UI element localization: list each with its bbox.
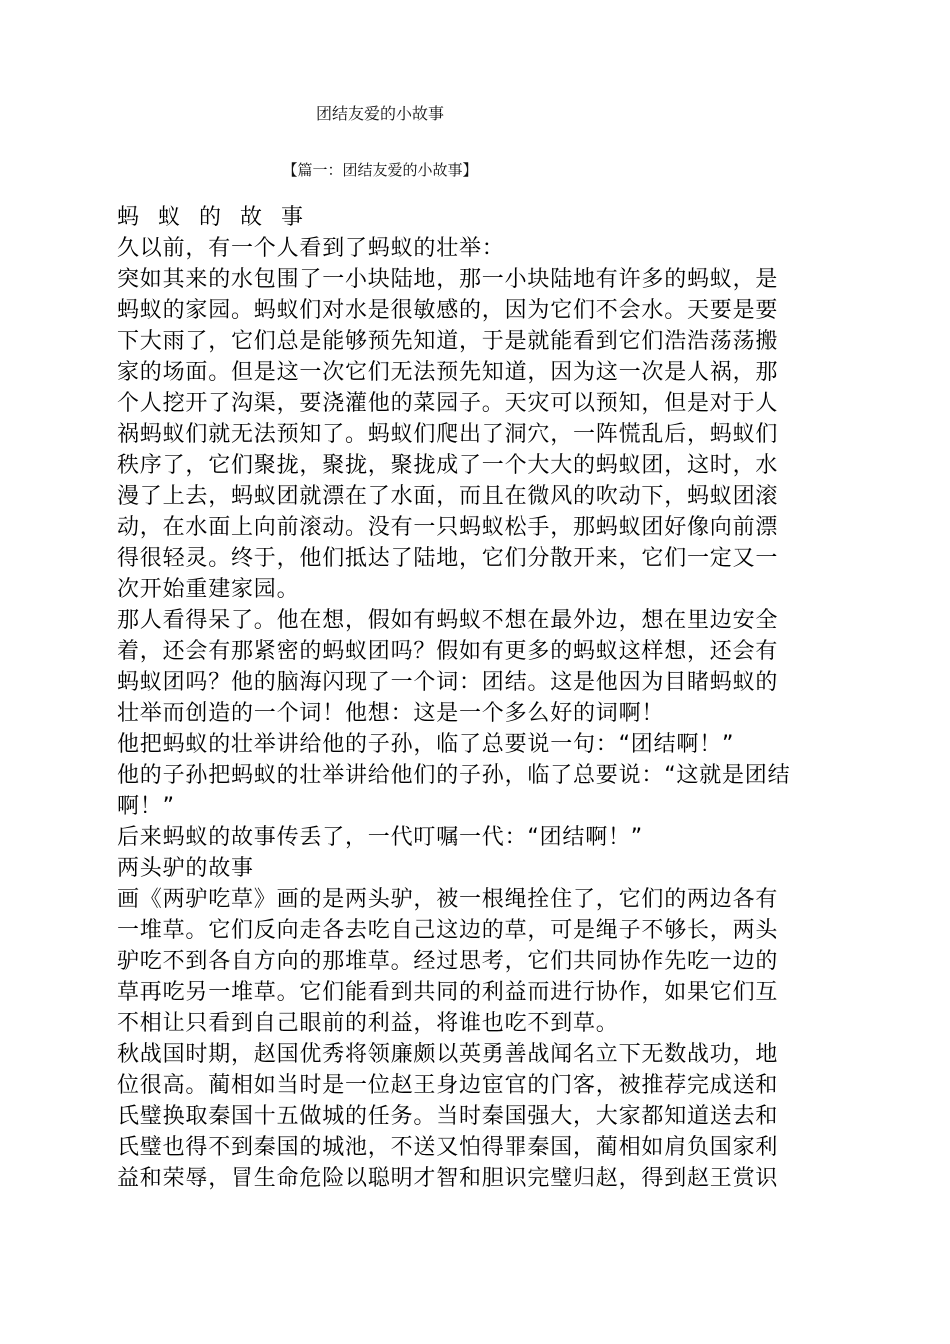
- body-line: 蚂蚁的家园。蚂蚁们对水是很敏感的，因为它们不会水。天要是要: [117, 298, 779, 323]
- document-body: [117, 202, 817, 1194]
- body-line: 得很轻灵。终于，他们抵达了陆地，它们分散开来，它们一定又一: [117, 546, 779, 571]
- body-line: 氏璧也得不到秦国的城池，不送又怕得罪秦国，蔺相如肩负国家利: [117, 1135, 779, 1160]
- body-line: 他把蚂蚁的壮举讲给他的子孙，临了总要说一句：“团结啊！”: [117, 732, 735, 757]
- section-heading-ants: 蚂 蚁 的 故 事: [117, 205, 309, 230]
- body-line: 下大雨了，它们总是能够预先知道，于是就能看到它们浩浩荡荡搬: [117, 329, 779, 354]
- body-line: 蚂蚁团吗？他的脑海闪现了一个词：团结。这是他因为目睹蚂蚁的: [117, 670, 779, 695]
- body-line: 突如其来的水包围了一小块陆地，那一小块陆地有许多的蚂蚁，是: [117, 267, 779, 292]
- body-line: 动，在水面上向前滚动。没有一只蚂蚁松手，那蚂蚁团好像向前漂: [117, 515, 779, 540]
- body-line: 位很高。蔺相如当时是一位赵王身边宦官的门客，被推荐完成送和: [117, 1073, 779, 1098]
- body-line: 一堆草。它们反向走各去吃自己这边的草，可是绳子不够长，两头: [117, 918, 779, 943]
- body-line: 着，还会有那紧密的蚂蚁团吗？假如有更多的蚂蚁这样想，还会有: [117, 639, 779, 664]
- body-line: 画《两驴吃草》画的是两头驴，被一根绳拴住了，它们的两边各有: [117, 887, 779, 912]
- body-line: 个人挖开了沟渠，要浇灌他的菜园子。天灾可以预知，但是对于人: [117, 391, 779, 416]
- document-title: 团结友爱的小故事: [315, 104, 444, 123]
- body-line: 啊！”: [117, 794, 175, 819]
- document-subtitle: 【篇一：团结友爱的小故事】: [282, 161, 478, 179]
- body-line: 秩序了，它们聚拢，聚拢，聚拢成了一个大大的蚂蚁团，这时，水: [117, 453, 779, 478]
- body-line: 后来蚂蚁的故事传丢了，一代叮嘱一代：“团结啊！”: [117, 825, 643, 850]
- body-line: 草再吃另一堆草。它们能看到共同的利益而进行协作，如果它们互: [117, 980, 779, 1005]
- body-line: 益和荣辱，冒生命危险以聪明才智和胆识完璧归赵，得到赵王赏识: [117, 1166, 779, 1191]
- body-line: 次开始重建家园。: [117, 577, 300, 602]
- body-line: 久以前，有一个人看到了蚂蚁的壮举：: [117, 236, 505, 261]
- body-line: 漫了上去，蚂蚁团就漂在了水面，而且在微风的吹动下，蚂蚁团滚: [117, 484, 779, 509]
- body-line: 祸蚂蚁们就无法预知了。蚂蚁们爬出了洞穴，一阵慌乱后，蚂蚁们: [117, 422, 779, 447]
- body-line: 他的子孙把蚂蚁的壮举讲给他们的子孙，临了总要说：“这就是团结: [117, 763, 791, 788]
- body-line: 不相让只看到自己眼前的利益，将谁也吃不到草。: [117, 1011, 619, 1036]
- body-line: 驴吃不到各自方向的那堆草。经过思考，它们共同协作先吃一边的: [117, 949, 779, 974]
- body-line: 壮举而创造的一个词！他想：这是一个多么好的词啊！: [117, 701, 665, 726]
- section-heading-donkeys: 两头驴的故事: [117, 856, 254, 881]
- body-line: 氏璧换取秦国十五做城的任务。当时秦国强大，大家都知道送去和: [117, 1104, 779, 1129]
- body-line: 秋战国时期，赵国优秀将领廉颇以英勇善战闻名立下无数战功，地: [117, 1042, 779, 1067]
- body-line: 那人看得呆了。他在想，假如有蚂蚁不想在最外边，想在里边安全: [117, 608, 779, 633]
- body-line: 家的场面。但是这一次它们无法预先知道，因为这一次是人祸，那: [117, 360, 779, 385]
